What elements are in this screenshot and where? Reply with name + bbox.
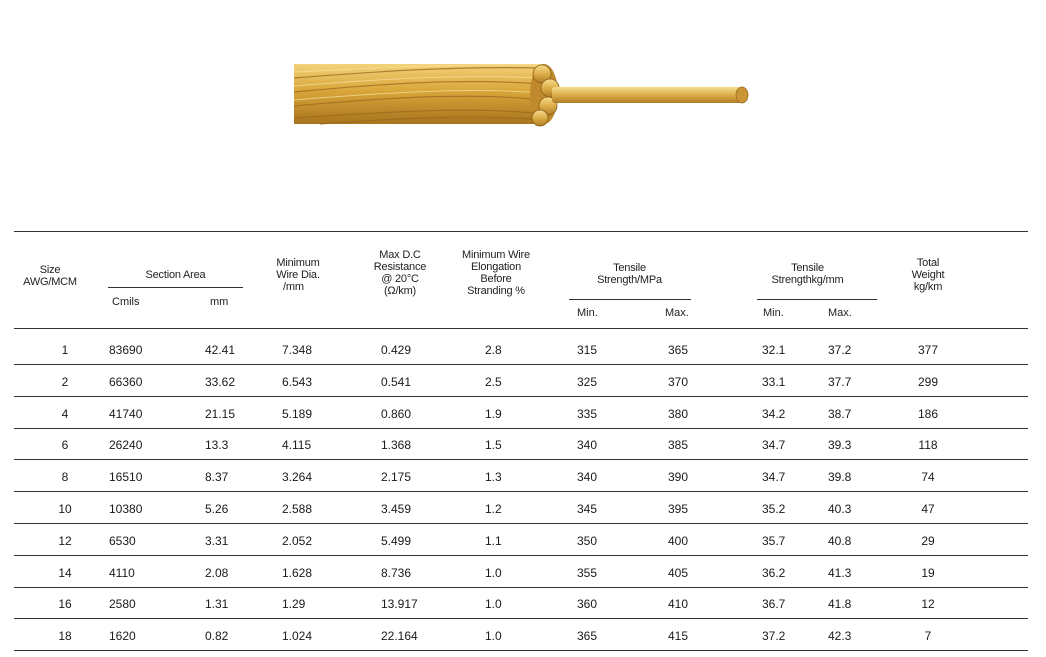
cell-kg-min: 34.7 bbox=[762, 470, 786, 485]
cell-mm: 2.08 bbox=[205, 565, 229, 580]
header-min-wire-dia: Minimum Wire Dia. /mm bbox=[276, 257, 320, 293]
cell-resistance: 22.164 bbox=[381, 629, 418, 644]
cell-elongation: 1.0 bbox=[485, 597, 502, 612]
cell-size: 2 bbox=[61, 374, 69, 389]
tensile-mpa-underline bbox=[569, 299, 691, 300]
table-row bbox=[14, 492, 1028, 524]
cell-mpa-max: 400 bbox=[668, 533, 689, 548]
cell-size: 4 bbox=[61, 406, 69, 421]
table-row bbox=[14, 460, 1028, 492]
cell-mpa-min: 350 bbox=[577, 533, 598, 548]
table-row bbox=[14, 428, 1028, 460]
cell-wire-dia: 7.348 bbox=[282, 343, 313, 357]
cell-mpa-min: 315 bbox=[577, 343, 598, 357]
header-min-wire-elongation: Minimum Wire Elongation Before Stranding % bbox=[462, 249, 530, 297]
header-mpa-max: Max. bbox=[665, 307, 689, 319]
cell-wire-dia: 5.189 bbox=[282, 406, 313, 421]
table-top-rule bbox=[14, 231, 1028, 232]
cell-size: 16 bbox=[58, 597, 72, 612]
cell-kg-min: 34.2 bbox=[762, 406, 786, 421]
cell-resistance: 3.459 bbox=[381, 502, 412, 516]
cell-cmils: 83690 bbox=[109, 343, 143, 357]
cell-size: 14 bbox=[58, 565, 72, 580]
cell-resistance: 5.499 bbox=[381, 533, 412, 548]
cell-total-weight: 7 bbox=[924, 629, 932, 644]
header-tensile-mpa: Tensile Strength/MPa bbox=[597, 262, 662, 286]
header-max-dc-resistance: Max D.C Resistance @ 20°C (Ω/km) bbox=[373, 249, 427, 297]
cell-wire-dia: 2.052 bbox=[282, 533, 313, 548]
cell-wire-dia: 1.628 bbox=[282, 565, 313, 580]
cell-mpa-min: 335 bbox=[577, 406, 598, 421]
table-row bbox=[14, 587, 1028, 619]
cell-kg-max: 37.7 bbox=[828, 374, 852, 389]
cell-kg-min: 36.7 bbox=[762, 597, 786, 612]
section-area-underline bbox=[108, 287, 243, 288]
cell-resistance: 0.429 bbox=[381, 343, 412, 357]
cell-cmils: 6530 bbox=[109, 533, 136, 548]
cell-resistance: 0.541 bbox=[381, 374, 412, 389]
cell-cmils: 2580 bbox=[109, 597, 136, 612]
cell-elongation: 1.3 bbox=[485, 470, 502, 485]
cell-kg-max: 40.8 bbox=[828, 533, 852, 548]
cell-size: 10 bbox=[58, 502, 72, 516]
cell-kg-min: 36.2 bbox=[762, 565, 786, 580]
cell-elongation: 1.9 bbox=[485, 406, 502, 421]
cell-wire-dia: 3.264 bbox=[282, 470, 313, 485]
cell-cmils: 26240 bbox=[109, 438, 143, 453]
cell-size: 12 bbox=[58, 533, 72, 548]
tensile-kg-underline bbox=[757, 299, 877, 300]
cell-cmils: 66360 bbox=[109, 374, 143, 389]
cell-wire-dia: 1.29 bbox=[282, 597, 306, 612]
header-kg-min: Min. bbox=[763, 307, 784, 319]
cell-size: 18 bbox=[58, 629, 72, 644]
header-kg-max: Max. bbox=[828, 307, 852, 319]
cell-size: 6 bbox=[61, 438, 69, 453]
cell-mpa-min: 360 bbox=[577, 597, 598, 612]
cell-size: 8 bbox=[61, 470, 69, 485]
cell-total-weight: 299 bbox=[917, 374, 939, 389]
cell-total-weight: 47 bbox=[921, 502, 935, 516]
cell-total-weight: 12 bbox=[921, 597, 935, 612]
cell-mpa-max: 390 bbox=[668, 470, 689, 485]
cell-mpa-min: 340 bbox=[577, 470, 598, 485]
cell-mpa-min: 365 bbox=[577, 629, 598, 644]
cell-resistance: 1.368 bbox=[381, 438, 412, 453]
cell-mm: 21.15 bbox=[205, 406, 236, 421]
cell-kg-min: 34.7 bbox=[762, 438, 786, 453]
cell-wire-dia: 4.115 bbox=[282, 438, 312, 453]
cell-resistance: 13.917 bbox=[381, 597, 418, 612]
cell-mpa-min: 340 bbox=[577, 438, 598, 453]
cell-mpa-min: 355 bbox=[577, 565, 598, 580]
cell-cmils: 41740 bbox=[109, 406, 143, 421]
header-mpa-min: Min. bbox=[577, 307, 598, 319]
table-row bbox=[14, 365, 1028, 397]
header-size: Size AWG/MCM bbox=[23, 264, 77, 288]
cell-kg-max: 40.3 bbox=[828, 502, 852, 516]
table-header-rule bbox=[14, 328, 1028, 329]
header-cmils: Cmils bbox=[112, 296, 140, 308]
cell-mpa-max: 410 bbox=[668, 597, 689, 612]
cell-mpa-max: 405 bbox=[668, 565, 689, 580]
cell-wire-dia: 2.588 bbox=[282, 502, 313, 516]
cell-resistance: 2.175 bbox=[381, 470, 412, 485]
cell-mm: 13.3 bbox=[205, 438, 229, 453]
cell-elongation: 1.5 bbox=[485, 438, 502, 453]
table-row bbox=[14, 397, 1028, 429]
cell-mm: 8.37 bbox=[205, 470, 229, 485]
cell-cmils: 16510 bbox=[109, 470, 143, 485]
cell-kg-min: 37.2 bbox=[762, 629, 786, 644]
stranded-wire-image bbox=[290, 58, 760, 133]
table-row bbox=[14, 333, 1028, 365]
cell-kg-max: 39.8 bbox=[828, 470, 852, 485]
cell-cmils: 10380 bbox=[109, 502, 143, 516]
header-mm: mm bbox=[210, 296, 229, 308]
cell-mpa-min: 325 bbox=[577, 374, 598, 389]
cell-total-weight: 19 bbox=[921, 565, 935, 580]
cell-kg-max: 42.3 bbox=[828, 629, 852, 644]
cell-resistance: 8.736 bbox=[381, 565, 412, 580]
cell-mm: 5.26 bbox=[205, 502, 229, 516]
cell-size: 1 bbox=[61, 343, 69, 357]
table-row bbox=[14, 524, 1028, 556]
cell-mpa-max: 380 bbox=[668, 406, 689, 421]
cell-kg-min: 35.7 bbox=[762, 533, 786, 548]
cell-mm: 3.31 bbox=[205, 533, 229, 548]
cell-total-weight: 118 bbox=[918, 438, 938, 453]
cell-wire-dia: 1.024 bbox=[282, 629, 313, 644]
cell-resistance: 0.860 bbox=[381, 406, 412, 421]
header-total-weight: Total Weight kg/km bbox=[911, 257, 945, 293]
cell-mm: 0.82 bbox=[205, 629, 229, 644]
cell-mm: 42.41 bbox=[205, 343, 236, 357]
cell-kg-min: 32.1 bbox=[762, 343, 786, 357]
cell-elongation: 1.1 bbox=[485, 533, 502, 548]
cell-cmils: 1620 bbox=[109, 629, 136, 644]
cell-mpa-min: 345 bbox=[577, 502, 598, 516]
cell-mpa-max: 385 bbox=[668, 438, 689, 453]
cell-kg-max: 38.7 bbox=[828, 406, 852, 421]
cell-total-weight: 186 bbox=[917, 406, 939, 421]
cell-elongation: 2.5 bbox=[485, 374, 502, 389]
cell-total-weight: 377 bbox=[917, 343, 939, 357]
cell-elongation: 1.0 bbox=[485, 565, 502, 580]
cell-elongation: 2.8 bbox=[485, 343, 502, 357]
cell-mm: 33.62 bbox=[205, 374, 236, 389]
cell-mm: 1.31 bbox=[205, 597, 229, 612]
cell-mpa-max: 370 bbox=[668, 374, 689, 389]
header-tensile-kg: Tensile Strengthkg/mm bbox=[771, 262, 844, 286]
table-row bbox=[14, 556, 1028, 588]
cell-wire-dia: 6.543 bbox=[282, 374, 313, 389]
cell-mpa-max: 395 bbox=[668, 502, 689, 516]
table-row bbox=[14, 619, 1028, 651]
cell-kg-min: 33.1 bbox=[762, 374, 786, 389]
cell-cmils: 4110 bbox=[109, 565, 135, 580]
cell-mpa-max: 365 bbox=[668, 343, 689, 357]
cell-elongation: 1.2 bbox=[485, 502, 502, 516]
cell-kg-min: 35.2 bbox=[762, 502, 786, 516]
cell-kg-max: 41.3 bbox=[828, 565, 852, 580]
header-section-area: Section Area bbox=[145, 269, 206, 281]
cell-elongation: 1.0 bbox=[485, 629, 502, 644]
cell-total-weight: 74 bbox=[921, 470, 935, 485]
cell-kg-max: 41.8 bbox=[828, 597, 852, 612]
cell-kg-max: 39.3 bbox=[828, 438, 852, 453]
cell-total-weight: 29 bbox=[921, 533, 935, 548]
cell-kg-max: 37.2 bbox=[828, 343, 852, 357]
cell-mpa-max: 415 bbox=[668, 629, 689, 644]
